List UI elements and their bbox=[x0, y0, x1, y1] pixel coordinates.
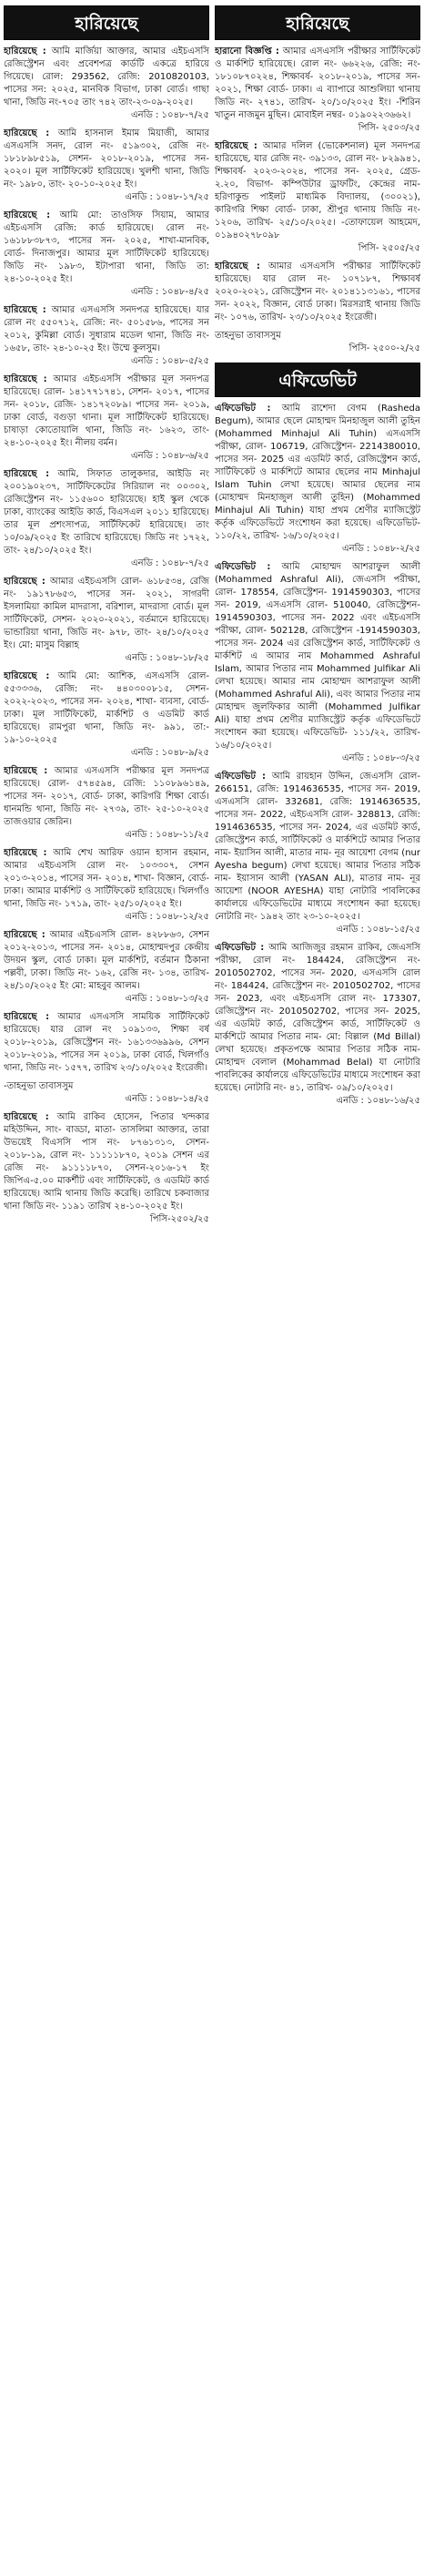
ad-id: এনডি : ১০৪৮-৩/২৫ bbox=[342, 753, 420, 763]
ad-body: আমি রায়হান উদ্দিন, জেএসসি রোল- 266151, রেজি: 1914636535, পাসের সন- 2019, এসএসসি রোল- 332681, রেজি: 1914636535, পাসের সন- 2022, এইচএসসি রোল- 328813, রেজি: 1914636535, পাসের সন- 2024, এর এডমিট কার্ড, রেজিস্ট্রেশন কার্ড, সার্টিফিকেট ও মার্কশিটে আমার পিতার নাম- ইয়াসিন আলী, মাতার নাম- নূর আয়েশা বেগম (nur Ayesha begum) লেখা হয়েছে। আমার পিতার সঠিক নাম- ইয়াসান আলী (YASAN ALI), মাতার নাম- নূর আয়েশা (NOOR AYESHA) যাহা নোটারি পাবলিকের কার্যালয়ে এফিডেভিটের মাধ্যমে সংশোধন করা হয়েছে। নোটারি নং- ১৯৪২ তাং ২৩-১০-২০২৫। bbox=[215, 772, 420, 922]
ad-text bbox=[215, 561, 420, 752]
ad-body: আমার এইচএসসি রোল- ৬১৮৫৩৪, রেজি নং- ১৯১৭৮৬৫৩, পাসের সন- ২০২১, সাগরদী ইসলামিয়া কামিল মাদরাসা, বরিশাল, মাদরাসা বোর্ড। মূল সার্টিফিকেট, সেশন- ২০২০-২০২১, বর্তমানে হারিয়েছে। ভান্ডারিয়া থানা, জিডি নং- ৯৭৮, তাং- ২৪/১০/২০২৫ ইং। মো: মাসুম বিল্লাহ bbox=[4, 577, 209, 650]
ad-text bbox=[4, 576, 209, 652]
ad-body: আমি মার্জিয়া আক্তার, আমার এইচএসসি রেজিস্ট্রেশন এবং প্রবেশপত্র কার্ডটি একত্রে হারিয়ে গিয়েছে। রোল: 293562, রেজি: 2010820103, পাসের সন: ২০২৫, মানবিক বিভাগ, ঢাকা বোর্ড। গাছা থানা, জিডি নং-৭০৫ তাং ৭৪২ তাং-২৩-০৯-২০২৫। bbox=[4, 46, 209, 107]
classified-ad bbox=[4, 46, 209, 122]
ad-text bbox=[4, 765, 209, 829]
ad-id: এনডি : ১০৪৮-৬/২৫ bbox=[131, 451, 209, 461]
ad-id: এনডি : ১০৪৮-১২/২৫ bbox=[125, 912, 209, 922]
ad-id: এনডি : ১০৪৮-৫/২৫ bbox=[131, 356, 209, 366]
ad-keyword: হারিয়েছে : bbox=[4, 128, 50, 138]
ad-keyword: হারিয়েছে : bbox=[4, 210, 51, 220]
classified-ad bbox=[4, 1080, 209, 1106]
ad-body: আমি মো: আশিক, এসএসসি রোল- ৫৫৩৩৩৬, রেজি: নং- ৪৪০৩০০৮১৫, সেশন- ২০২২-২০২৩, পাসের সন- ২০২৪, শাখা- ব্যবসা, বোর্ড- ঢাকা। মূল সার্টিফিকেট, মার্কশিট ও এডমিট কার্ড হারিয়েছে। রামপুরা থানা, জিডি নং- ৯৯১, তা:- ১৯-১০-২০২৫ bbox=[4, 671, 209, 745]
ad-keyword: হারিয়েছে : bbox=[4, 577, 45, 587]
ad-keyword: হারিয়েছে : bbox=[4, 671, 50, 681]
classified-ad bbox=[215, 46, 420, 135]
ad-id: পিসি- ২৫০০-২/২৫ bbox=[348, 343, 420, 353]
ad-body: আমার এসএসসি পরীক্ষার সার্টিফিকেট হারিয়েছে। যার রোল নং- ১০৭১৮৭, শিক্ষাবর্ষ ২০২০-২০২১, রেজিস্ট্রেশন নং- ২০১৪১১৩১৬১, পাসের সন- ২০২২, বিজ্ঞান, বোর্ড ঢাকা। মিরসরাই থানায় জিডি নং- ১০৭৬, তারিখ- ২৩/১০/২০২৫ ইংরেজী। bbox=[215, 261, 420, 322]
classified-ad bbox=[4, 765, 209, 842]
ad-body: আমি আজিজুর রহমান রাকিব, জেএসসি পরীক্ষা, রোল নং- 184424, রেজিস্ট্রেশন নং- 2010502702, পাসের সন- 2020, এসএসসি রোল নং- 184424, রেজিস্ট্রেশন নং- 2010502702, পাসের সন- 2023, এবং এইচএসসি রোল নং- 173307, রেজিস্ট্রেশন নং- 2010502702, পাসের সন- 2025, এর এডমিট কার্ড, রেজিস্ট্রেশন কার্ড, সার্টিফিকেট ও মার্কশিটে আমার পিতার নাম- মো: বিল্লাল (Md Billal) লেখা হয়েছে। প্রকৃতপক্ষে আমার পিতার সঠিক নাম- মোহাম্মদ বেলাল (Mohammad Belal) যা নোটারি পাবলিকের কার্যালয়ে এফিডেভিটের মাধ্যমে সংশোধন করা হয়েছে। নোটারি নং- ৪১, তারিখ- ০৯/১০/২০২৫। bbox=[215, 943, 420, 1093]
classified-ad bbox=[4, 1111, 209, 1226]
ad-text bbox=[4, 304, 209, 355]
ad-id: এনডি : ১০৪৮-১৩/২৫ bbox=[125, 994, 209, 1004]
ad-keyword: এফিডেভিট : bbox=[215, 562, 271, 572]
ad-keyword: হারিয়েছে : bbox=[4, 766, 48, 776]
ad-keyword: হারিয়েছে : bbox=[4, 469, 50, 479]
right-column bbox=[215, 5, 420, 2576]
ad-keyword: এফিডেভিট : bbox=[215, 772, 267, 782]
ad-body: -তাহনুভা তাবাসসুম bbox=[4, 1081, 74, 1091]
affidavit-header: এফিডেভিট bbox=[215, 363, 420, 397]
ad-text bbox=[215, 140, 420, 242]
ad-id: এনডি : ১০৪৮-৯/২৫ bbox=[131, 748, 209, 758]
classified-ad bbox=[4, 1011, 209, 1075]
ad-keyword: হারিয়েছে : bbox=[4, 930, 45, 940]
classified-ad bbox=[215, 330, 420, 355]
ad-text bbox=[215, 942, 420, 1095]
lost-ads-list-right bbox=[215, 46, 420, 355]
ad-body: আমার এসএসসি পরীক্ষার মূল সনদপত্র হারিয়েছে। রোল- ৫৭৪৫৯৪, রেজি: ১১০৮৯৬১৪৯, পাসের সন- ২০১৭, বোর্ড- ঢাকা, কারিগরি শিক্ষা বোর্ড। ধানমন্ডি থানা, জিডি নং- ২৭৩৯, তাং- ২৫-১০-২০২৫ তাজওয়ার জেরিন। bbox=[4, 766, 209, 827]
ad-text bbox=[4, 1080, 209, 1093]
ad-text bbox=[4, 46, 209, 109]
ad-keyword: হারানো বিজ্ঞপ্তি : bbox=[215, 46, 279, 56]
classified-ad bbox=[215, 771, 420, 936]
classified-ad bbox=[4, 304, 209, 368]
ad-keyword: হারিয়েছে : bbox=[4, 1012, 50, 1022]
ad-id: এনডি : ১০৪৮-৭/২৫ bbox=[131, 558, 209, 568]
ad-keyword: এফিডেভিট : bbox=[215, 943, 265, 953]
ad-id: পিসি- ২৫০৫/২৫ bbox=[358, 243, 420, 253]
ad-body: আমার এইচএসসি পরীক্ষার মূল সনদপত্র হারিয়েছে। রোল- ১৪১৭৭১৭৪১, সেশন- ২০১৭, পাসের সন- ২০১৮, রেজি- ১৪১৭২০৮৯। পাসের সন- ২০১৯, ঢাকা বোর্ড, বগুড়া থানা। মূল সার্টিফিকেট হারিয়েছে। চাষাড়া কোতোয়ালি থানা, জিডি নং- ১৬২৩, তাং- ২৪-১০-২০২৫ ইং। নীলয় বর্মন। bbox=[4, 374, 209, 448]
classified-ad bbox=[215, 261, 420, 324]
ad-text bbox=[4, 929, 209, 993]
ad-id: এনডি : ১০৪৮-১৫/২৫ bbox=[336, 925, 420, 935]
ad-id: এনডি : ১০৪৮-১৭/২৫ bbox=[125, 192, 209, 202]
ad-body: আমার এইচএসসি রোল- ৪২৮৮৬৩, সেশন ২০১২-২০১৩, পাসের সন- ২০১৪, মোহাম্মদপুর কেন্দ্রীয় উদয়ন স্কুল, বোর্ড ঢাকা। মূল মার্কশিট, বর্তমান ঠিকানা পল্লবী, ঢাকা। জিডি নং- ১৬২, রেজি নং- ১৩৪, তারিখ- ২৪/১০/২০২৫ ইং মো: মাহবুব আলম। bbox=[4, 930, 209, 991]
ad-text bbox=[4, 128, 209, 191]
ad-keyword: হারিয়েছে : bbox=[4, 374, 47, 384]
ad-text bbox=[215, 46, 420, 122]
classified-ad bbox=[215, 403, 420, 556]
ad-text bbox=[4, 468, 209, 557]
ad-id: এনডি : ১০৪৮-১১/২৫ bbox=[125, 830, 209, 840]
affidavit-ads-list bbox=[215, 403, 420, 1108]
ad-body: আমি হাসনাল ইমাম মিয়াজী, আমার এসএসসি সনদ, রোল নং- ৫১৯৩০২, রেজি নং- ১৮১৮৯৮৫১৯, সেশন- ২০১৮-২০১৯, পাসের সন- ২০২০। মূল সার্টিফিকেট হারিয়েছে। খুলশী থানা, জিডি নং- ১৯৮০, তাং- ২০-১০-২০২৫ ইং। bbox=[4, 128, 209, 189]
lost-header: হারিয়েছে bbox=[4, 5, 209, 40]
left-column bbox=[4, 5, 209, 2576]
ad-text bbox=[4, 670, 209, 747]
ad-body: আমি, সিফাত তালুকদার, আইডি নং ২০০১৯০২৩৭, সার্টিফিকেটের সিরিয়াল নং ০০৩০২, রেজিস্ট্রেশন নং- ১১৫৬০০ হারিয়েছে। হাই স্কুল থেকে ঢাকা, ব্যাংকের আইডি কার্ড, বিএসএল ২০১১ হারিয়েছে। তার মূল প্রশংসাপত্র, সার্টিফিকেট হারিয়েছে। তাং ১০/০৯/২০২৫ ইং তারিখে হারিয়েছে। জিডি নং ১৭২২, তাং- ২৪/১০/২০২৫ ইং। bbox=[4, 469, 209, 556]
ad-body: আমার দলিল (ভোকেশনাল) মূল সনদপত্র হারিয়েছে, যার রেজি নং- ৩৯১৩৩, রোল নং- ৮২৯৯৪১, শিক্ষাবর্ষ- ২০২৩-২০২৪, পাসের সন- ২০২৫, গ্রেড- ২.২০, বিভাগ- কম্পিউটার ড্রাফটিং, কেন্দ্রের নাম- হরিণাকুন্ড পাইলট মাধ্যমিক বিদ্যালয়, (৩০০২১), কারিগরি শিক্ষা বোর্ড- ঢাকা, শ্রীপুর থানায় জিডি নং- ১২০৬, তারিখ- ২৫/১০/২০২৫। -তোফায়েল আহমেদ, ০১৯৪০২৭৮০৯৮ bbox=[215, 141, 420, 240]
ad-keyword: এফিডেভিট : bbox=[215, 404, 271, 414]
ad-body: আমি মো: তাওসিফ সিয়াম, আমার এইচএসসি রেজি: কার্ড হারিয়েছে। রোল নং- ১৬১৮৮৩৮৭৩, পাসের সন- ২০২৫, শাখা-মানবিক, বোর্ড- দিনাজপুর। আমার মূল সার্টিফিকেট হারিয়েছে। জিডি নং- ১৯৮৩, ইটাপারা থানা, জিডি তা: ২৪-১০-২০২৫ ইং। bbox=[4, 210, 209, 284]
ad-text bbox=[4, 847, 209, 911]
ad-body: আমি মোহাম্মদ আশরাফুল আলী (Mohammed Ashraful Ali), জেএসসি পরীক্ষা, রোল- 178554, রেজিস্ট্রেশন- 1914590303, পাসের সন- 2019, এসএসসি রোল- 510040, রেজিস্ট্রেশন- 1914590303, পাসের সন- 2022 এবং এইচএসসি পরীক্ষা, রোল- 502128, রেজিস্ট্রেশন -1914590303, পাসের সন- 2024 এর রেজিস্ট্রেশন কার্ড, সার্টিফিকেট ও মার্কশিট এ আমার নাম Mohammed Ashraful Islam, আমার পিতার নাম Mohammed Julfikar Ali লেখা হয়েছে। আমার নাম মোহাম্মদ আশরাফুল আলী (Mohammed Ashraful Ali), এবং আমার পিতার নাম মোহাম্মদ জুলফিকার আলী (Mohammed Julfikar Ali) যাহা প্রথম শ্রেণীর ম্যাজিস্ট্রেট কর্তৃক এফিডেভিটে সংশোধন করা হয়েছে। এফিডেভিট- ১১১/২২, তারিখ- ১৬/১০/২০২৫। bbox=[215, 562, 420, 751]
lost-ads-list bbox=[4, 46, 209, 1226]
ad-text bbox=[4, 1111, 209, 1213]
ad-text bbox=[215, 403, 420, 543]
classified-ad bbox=[4, 128, 209, 204]
ad-body: আমার এসএসসি পরীক্ষার সার্টিফিকেট ও মার্কশিট হারিয়েছে। রোল নং- ৬৬২২৬, রেজি: নং- ১৮১০৮৭০২২৪, শিক্ষাবর্ষ- ২০১৮-২০১৯, পাসের সন- ২০২১, শিক্ষা বোর্ড- ঢাকা। এ ব্যাপারে আশুলিয়া থানায় জিডি নং- ২৭৪১, তারিখ- ২০/১০/২০২৫ ইং। -শিরিন খাতুন নাজমুন মুছিন। মোবাইল নম্বর- ০১৯০২২৩৬৬২। bbox=[215, 46, 420, 120]
classified-ad bbox=[215, 140, 420, 255]
classified-ad bbox=[215, 942, 420, 1108]
ad-body: তাহনুভা তাবাসসুম bbox=[215, 331, 281, 341]
ad-keyword: হারিয়েছে : bbox=[215, 261, 260, 271]
ad-keyword: হারিয়েছে : bbox=[215, 141, 257, 151]
classified-ad bbox=[4, 210, 209, 299]
ad-body: আমি রাকিব হোসেন, পিতার খন্দকার মহিউদ্দিন, সাং- বাড্ডা, মাতা- তাসলিমা আক্তার, তারা উভয়েই বিএসসি পাস নং- ৮৭৬১৩১৩, সেশন- ২০১৮-১৯, রোল নং- ১১১১১৮৭০, ২০১৯ সেশন এর রেজি নং- ৯১১১১৮৭০, সেশন-২০১৬-১৭ ইং জিপিএ-৫.০০ মাকর্শীট এবং সার্টিফিকেট, ও এডমিট কার্ড হারিয়েছে। আমি থানায় জিডি করেছি। তারিখে চকবাজার থানা জিডি নং- ১১৯১ তারিখ ২৪-১০-২০২৫ ইং। bbox=[4, 1112, 209, 1211]
classified-ad bbox=[215, 561, 420, 765]
ad-text bbox=[215, 330, 420, 342]
ad-id: এনডি : ১০৪৮-৪/২৫ bbox=[131, 287, 209, 297]
ad-id: এনডি : ১০৪৮-২/২৫ bbox=[342, 544, 420, 554]
ad-id: এনডি : ১০৪৮-১৪/২৫ bbox=[125, 1094, 209, 1104]
ad-keyword: হারিয়েছে : bbox=[4, 1112, 49, 1122]
ad-id: এনডি : ১০৪৮-১৮/২৫ bbox=[125, 653, 209, 663]
ad-body: আমি শেখ আরিফ ওয়ান হাসান রহমান, আমার এইচএসসি রোল নং- ১০৩৩০৭, সেশন ২০১৩-২০১৪, পাসের সন- ২০১৪, শাখা- বিজ্ঞান, বোর্ড- ঢাকা। আমার মার্কশিট ও সার্টিফিকেট হারিয়েছে। খিলগাঁও থানা, জিডি নং- ১৭১৯, তাং- ২৫/১০/২০২৫ ইং। bbox=[4, 848, 209, 909]
ad-text bbox=[4, 210, 209, 286]
ad-body: আমার এসএসসি সনদপত্র হারিয়েছে। যার রোল নং ৫৫০৭১২, রেজি: নং- ৫০১৫৮৬, পাসের সন ২০১২, কুমিল্লা বোর্ড। সুধারাম মডেল থানা, জিডি নং- ১৬৫৮, তাং- ২৪-১০-২৫ ইং। উম্মে কুলসুম। bbox=[4, 305, 209, 353]
ad-body: আমার এসএসসি সাময়িক সার্টিফিকেট হারিয়েছে। যার রোল নং ১০৯১৩৩, শিক্ষা বর্ষ ২০১৮-২০১৯, রেজিস্ট্রেশন নং- ১৬১৩৩৬৯৯৬, সেশন ২০১৮-২০১৯, পাসের সন ২০১৯, ঢাকা বোর্ড, খিলগাঁও থানা, জিডি নং- ১৫৭৭, তারিখ ২৩/১০/২০২৫ ইংরেজী। bbox=[4, 1012, 209, 1073]
lost-header-right: হারিয়েছে bbox=[215, 5, 420, 40]
classified-ad bbox=[4, 847, 209, 924]
ad-text bbox=[4, 373, 209, 450]
ad-id: পিসি-২৫০২/২৫ bbox=[149, 1214, 209, 1224]
ad-keyword: হারিয়েছে : bbox=[4, 848, 47, 858]
ad-id: এনডি : ১০৪৮-১৬/২৫ bbox=[336, 1096, 420, 1106]
classified-ad bbox=[4, 576, 209, 665]
ad-text bbox=[215, 261, 420, 324]
ad-body: আমি রাশেদা বেগম (Rasheda Begum), আমার ছেলে মোহাম্মদ মিনহাজুল আলী তুহিন (Mohammed Minhajul Ali Tuhin) এসএসসি পরীক্ষা, রোল- 106719, রেজিস্ট্রেশন- 2214380010, পাসের সন- 2025 এর এডমিট কার্ড, রেজিস্ট্রেশন কার্ড, সার্টিফিকেট ও মার্কশিটে আমার ছেলের নাম Minhajul Islam Tuhin লেখা হয়েছে। আমার ছেলের নাম (মোহাম্মদ মিনহাজুল আলী তুহিন) (Mohammed Minhajul Ali Tuhin) যাহা প্রথম শ্রেণীর ম্যাজিস্ট্রেট কর্তৃক এফিডেভিটে সংশোধন করা হয়েছে। এফিডেভিট- ১১০/২২, তারিখ- ১৬/১০/২০২৫। bbox=[215, 404, 420, 541]
classified-ad bbox=[4, 373, 209, 463]
ad-id: এনডি : ১০৪৮-৭/২৫ bbox=[131, 110, 209, 120]
classified-ad bbox=[4, 929, 209, 1006]
ad-id: পিসি- ২৫০৩/২৫ bbox=[358, 123, 420, 133]
classified-ad bbox=[4, 468, 209, 570]
ad-keyword: হারিয়েছে : bbox=[4, 46, 46, 56]
classified-ad bbox=[4, 670, 209, 760]
ad-text bbox=[215, 771, 420, 924]
ad-keyword: হারিয়েছে : bbox=[4, 305, 46, 315]
ad-text bbox=[4, 1011, 209, 1075]
